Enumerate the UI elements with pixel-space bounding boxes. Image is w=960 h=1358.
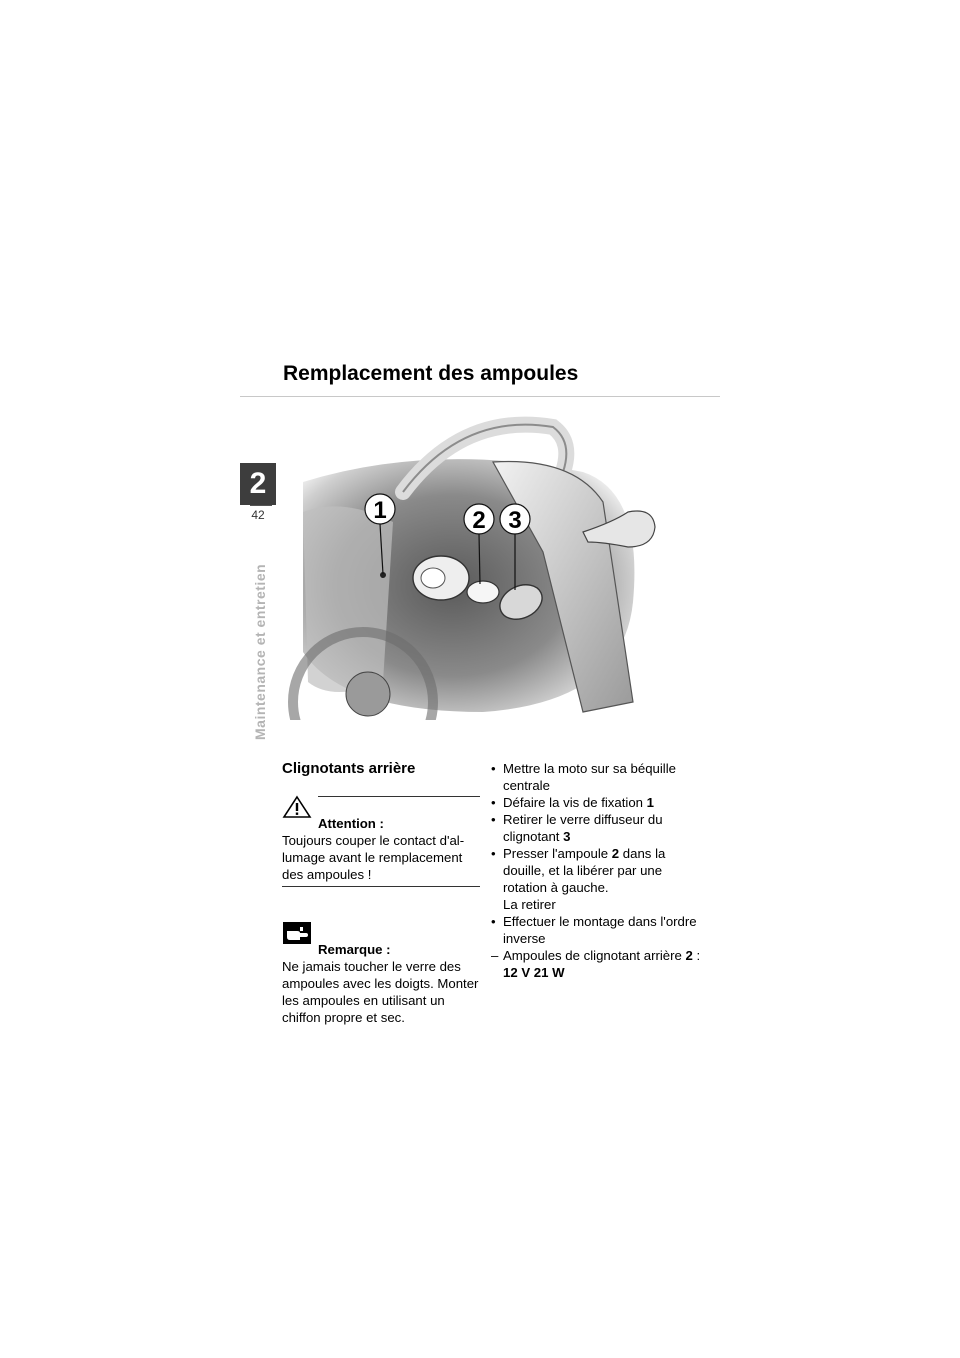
attention-title: Attention : (318, 816, 384, 831)
section-heading: Clignotants arrière (282, 760, 416, 777)
title-divider (240, 396, 720, 397)
list-item: • Effectuer le montage dans l'ordre inverse (491, 914, 697, 946)
page-title: Remplacement des ampoules (283, 362, 579, 385)
chapter-tab (240, 463, 276, 505)
callout-3-label: 3 (508, 507, 522, 534)
hand-note-icon (282, 921, 312, 945)
remark-title: Remarque : (318, 942, 391, 957)
list-item: • Défaire la vis de fixation 1 (491, 795, 655, 810)
list-item: • Mettre la moto sur sa béquille centrale (491, 761, 676, 793)
warning-triangle-icon (282, 795, 312, 819)
bulb-spec: 12 V 21 W (503, 965, 565, 980)
ref-number: 1 (646, 795, 655, 810)
page-number: 42 (251, 508, 265, 522)
callout-2 (464, 504, 494, 534)
callout-1-label: 1 (373, 497, 387, 524)
callout-3 (500, 504, 530, 534)
callout-2-label: 2 (472, 507, 486, 534)
attention-text: Toujours couper le contact d'allumage avant le remplacement des ampoules ! (282, 833, 465, 882)
attention-box (282, 795, 480, 887)
attention-top-rule (318, 796, 480, 797)
list-item: • Retirer le verre diffuseur du clignotant 3 (491, 812, 663, 844)
chapter-number: 2 (249, 467, 267, 500)
ref-number: 3 (563, 829, 571, 844)
ref-number: 2 (685, 948, 693, 963)
chapter-divider (250, 505, 272, 506)
ref-number: 2 (611, 846, 620, 861)
list-item: • Presser l'ampoule 2 dans la douille, et la libérer par une rotation à gauche. La retirer (491, 846, 666, 912)
remark-box (282, 921, 480, 1026)
left-column (282, 760, 480, 1026)
right-column (491, 760, 701, 981)
list-item: – Ampoules de clignotant arrière 2 : 12 V 21 W (491, 948, 701, 980)
motorcycle-rear-indicator-illustration (283, 402, 723, 720)
chapter-side-label: Maintenance et entretien (252, 563, 268, 740)
steps-list (491, 760, 701, 981)
callout-1 (365, 494, 395, 524)
remark-text: Ne jamais toucher le verre des ampoules avec les doigts. Monter les ampoules en utilisant un chiffon propre et sec. (282, 959, 479, 1025)
